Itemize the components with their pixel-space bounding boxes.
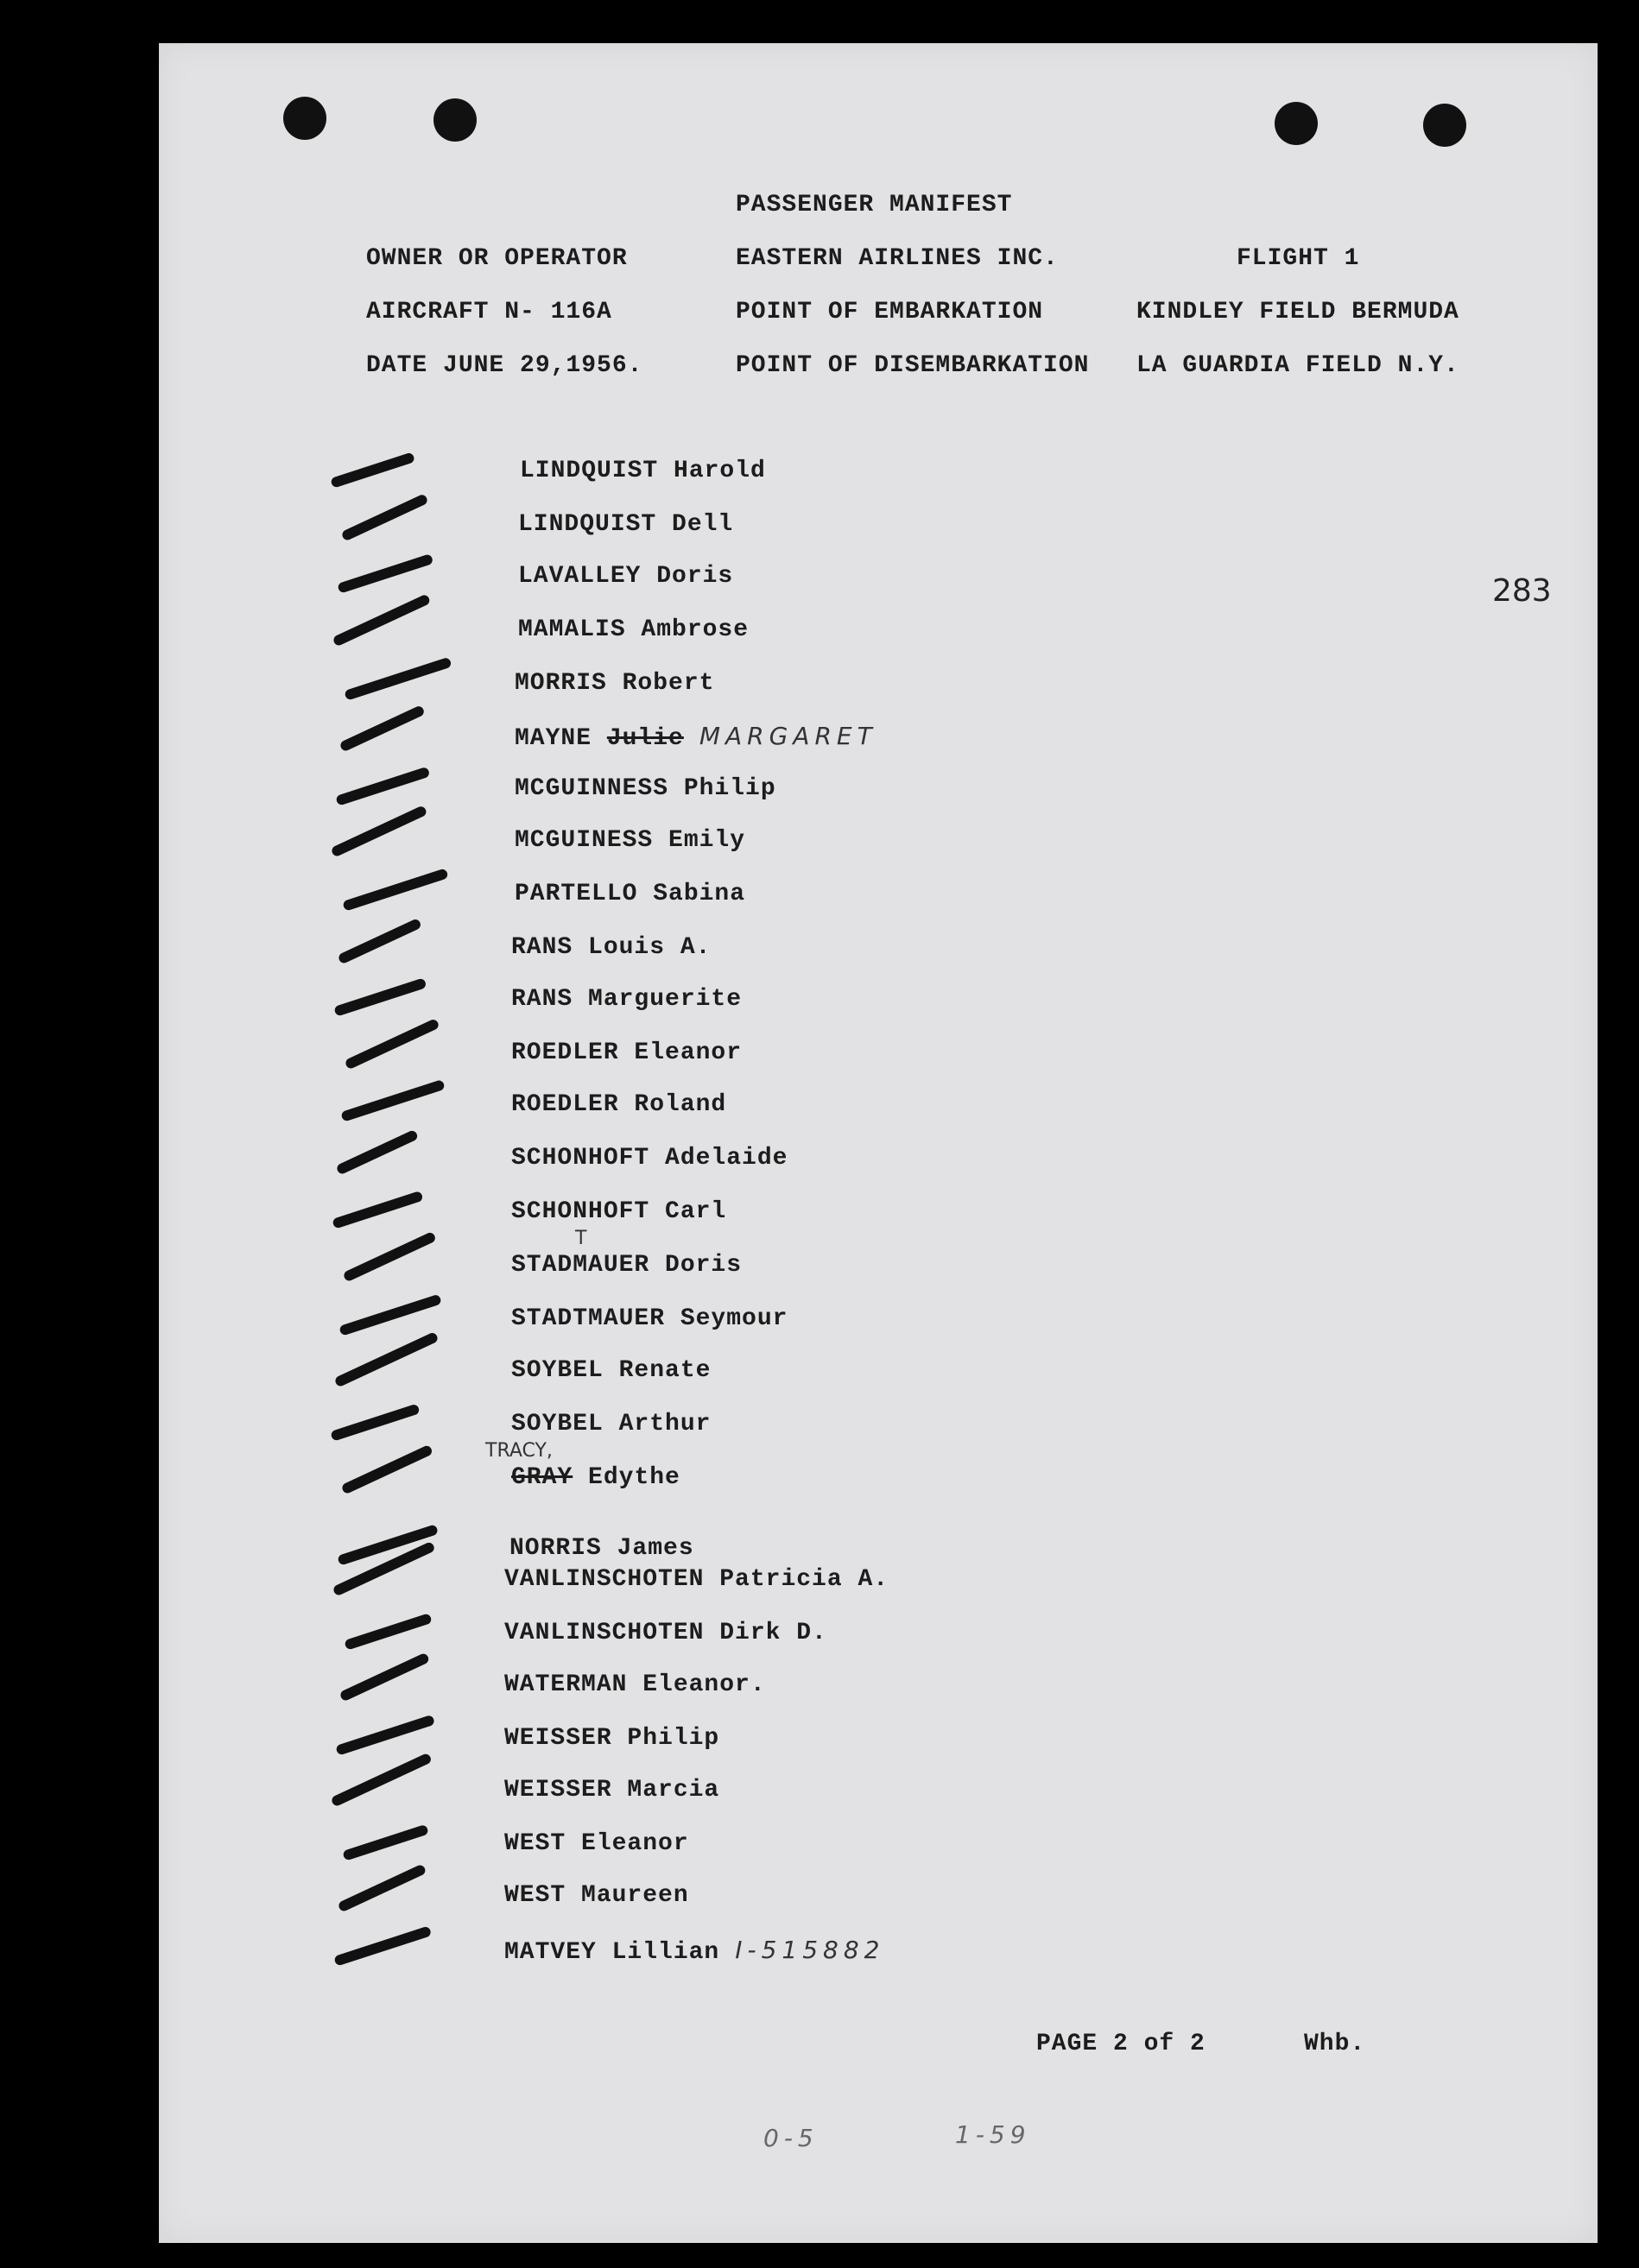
clerk-initials: Whb. [1304,2031,1366,2057]
passenger-name [520,458,766,484]
full-name: NORRIS James [509,1535,694,1562]
passenger-name [511,1091,726,1118]
stamped-page-number: 283 [1492,573,1552,609]
passenger-name [504,1671,766,1698]
full-name: ROEDLER Roland [511,1091,727,1118]
full-name: MAYNE [515,725,592,752]
flight-number: FLIGHT 1 [1237,245,1360,272]
passenger-name [518,616,749,643]
passenger-row [511,1198,726,1225]
passenger-name [504,1882,689,1909]
passenger-name [504,1725,719,1752]
full-name: LINDQUIST Dell [518,511,734,538]
passenger-name [511,934,711,961]
full-name: WEST Eleanor [504,1830,689,1857]
passenger-name [504,1620,827,1646]
passenger-name [511,1305,788,1332]
aircraft-number: AIRCRAFT N- 116A [366,299,612,325]
passenger-row [515,722,877,752]
passenger-name [518,563,733,590]
passenger-name [515,670,714,697]
passenger-row [511,1091,726,1118]
embarkation-label: POINT OF EMBARKATION [736,299,1044,325]
passenger-row [511,934,711,961]
punch-hole [283,97,326,140]
full-name: WATERMAN Eleanor. [504,1671,766,1698]
passenger-name [504,1777,719,1804]
struck-text: Julie [606,725,684,752]
full-name: MCGUINESS Emily [515,827,746,854]
handwritten-annotation: MARGARET [699,722,877,750]
given-name: Edythe [588,1464,680,1491]
full-name: PARTELLO Sabina [515,881,746,907]
full-name: WEISSER Philip [504,1725,720,1752]
full-name: ROEDLER Eleanor [511,1039,743,1066]
passenger-name [511,1039,742,1066]
full-name: RANS Louis A. [511,934,712,961]
punch-hole [1423,104,1466,147]
struck-text: GRAY [511,1464,573,1491]
owner-label: OWNER OR OPERATOR [366,245,628,272]
passenger-row [504,1725,719,1752]
full-name: VANLINSCHOTEN Patricia A. [504,1566,889,1593]
full-name: LAVALLEY Doris [518,563,734,590]
passenger-row [518,563,733,590]
passenger-name [518,511,733,538]
passenger-row [511,1228,743,1279]
passenger-name [511,1252,742,1279]
full-name: STADMAUER Doris [511,1252,743,1279]
full-name: SOYBEL Renate [511,1357,712,1384]
passenger-row [511,1305,788,1332]
full-name: WEST Maureen [504,1882,689,1909]
handwritten-note-right: 1-59 [955,2120,1031,2149]
passenger-row [504,1777,719,1804]
disembarkation-label: POINT OF DISEMBARKATION [736,352,1090,379]
full-name: MAMALIS Ambrose [518,616,750,643]
passenger-name [504,1830,689,1857]
passenger-name [511,1357,711,1384]
flight-date: DATE JUNE 29,1956. [366,352,643,379]
passenger-row [511,986,742,1013]
passenger-row [511,1145,788,1172]
passenger-name [511,1411,711,1437]
full-name: MCGUINNESS Philip [515,775,776,802]
passenger-row [485,1440,680,1491]
embarkation-value: KINDLEY FIELD BERMUDA [1136,299,1459,325]
passenger-name [504,1566,889,1593]
handwritten-note-left: 0-5 [763,2124,819,2152]
passenger-name [515,881,745,907]
passenger-row [504,1566,889,1593]
passenger-row [504,1830,689,1857]
full-name: SOYBEL Arthur [511,1411,712,1437]
passenger-name [509,1535,694,1562]
passenger-name [511,986,742,1013]
full-name: MATVEY Lillian [504,1939,720,1966]
full-name: SCHONHOFT Adelaide [511,1145,788,1172]
owner-value: EASTERN AIRLINES INC. [736,245,1059,272]
passenger-row [511,1357,711,1384]
passenger-row [515,827,745,854]
passenger-name [511,1198,726,1225]
passenger-row [504,1936,885,1966]
passenger-row [520,458,766,484]
full-name: SCHONHOFT Carl [511,1198,727,1225]
handwritten-annotation: I-515882 [735,1936,885,1964]
passenger-row [518,616,749,643]
passenger-name [511,1145,788,1172]
manifest-title: PASSENGER MANIFEST [736,192,1013,218]
disembarkation-value: LA GUARDIA FIELD N.Y. [1136,352,1459,379]
passenger-row [504,1620,827,1646]
passenger-row [504,1671,766,1698]
passenger-row [511,1411,711,1437]
punch-hole [1275,102,1318,145]
passenger-row [515,775,776,802]
passenger-name [515,827,745,854]
passenger-name [515,725,684,752]
full-name: LINDQUIST Harold [520,458,766,484]
handwritten-insertion: T [575,1228,587,1249]
passenger-name [511,1464,680,1491]
passenger-row [518,511,733,538]
passenger-row [515,670,714,697]
full-name: STADTMAUER Seymour [511,1305,788,1332]
full-name: VANLINSCHOTEN Dirk D. [504,1620,827,1646]
handwritten-insertion: TRACY, [485,1440,553,1462]
punch-hole [433,98,477,142]
passenger-name [515,775,776,802]
passenger-name [504,1939,719,1966]
passenger-row [509,1535,694,1562]
full-name: MORRIS Robert [515,670,715,697]
full-name: WEISSER Marcia [504,1777,720,1804]
passenger-row [511,1039,742,1066]
passenger-row [504,1882,689,1909]
page-indicator: PAGE 2 of 2 [1036,2031,1206,2057]
passenger-row [515,881,745,907]
full-name: RANS Marguerite [511,986,743,1013]
